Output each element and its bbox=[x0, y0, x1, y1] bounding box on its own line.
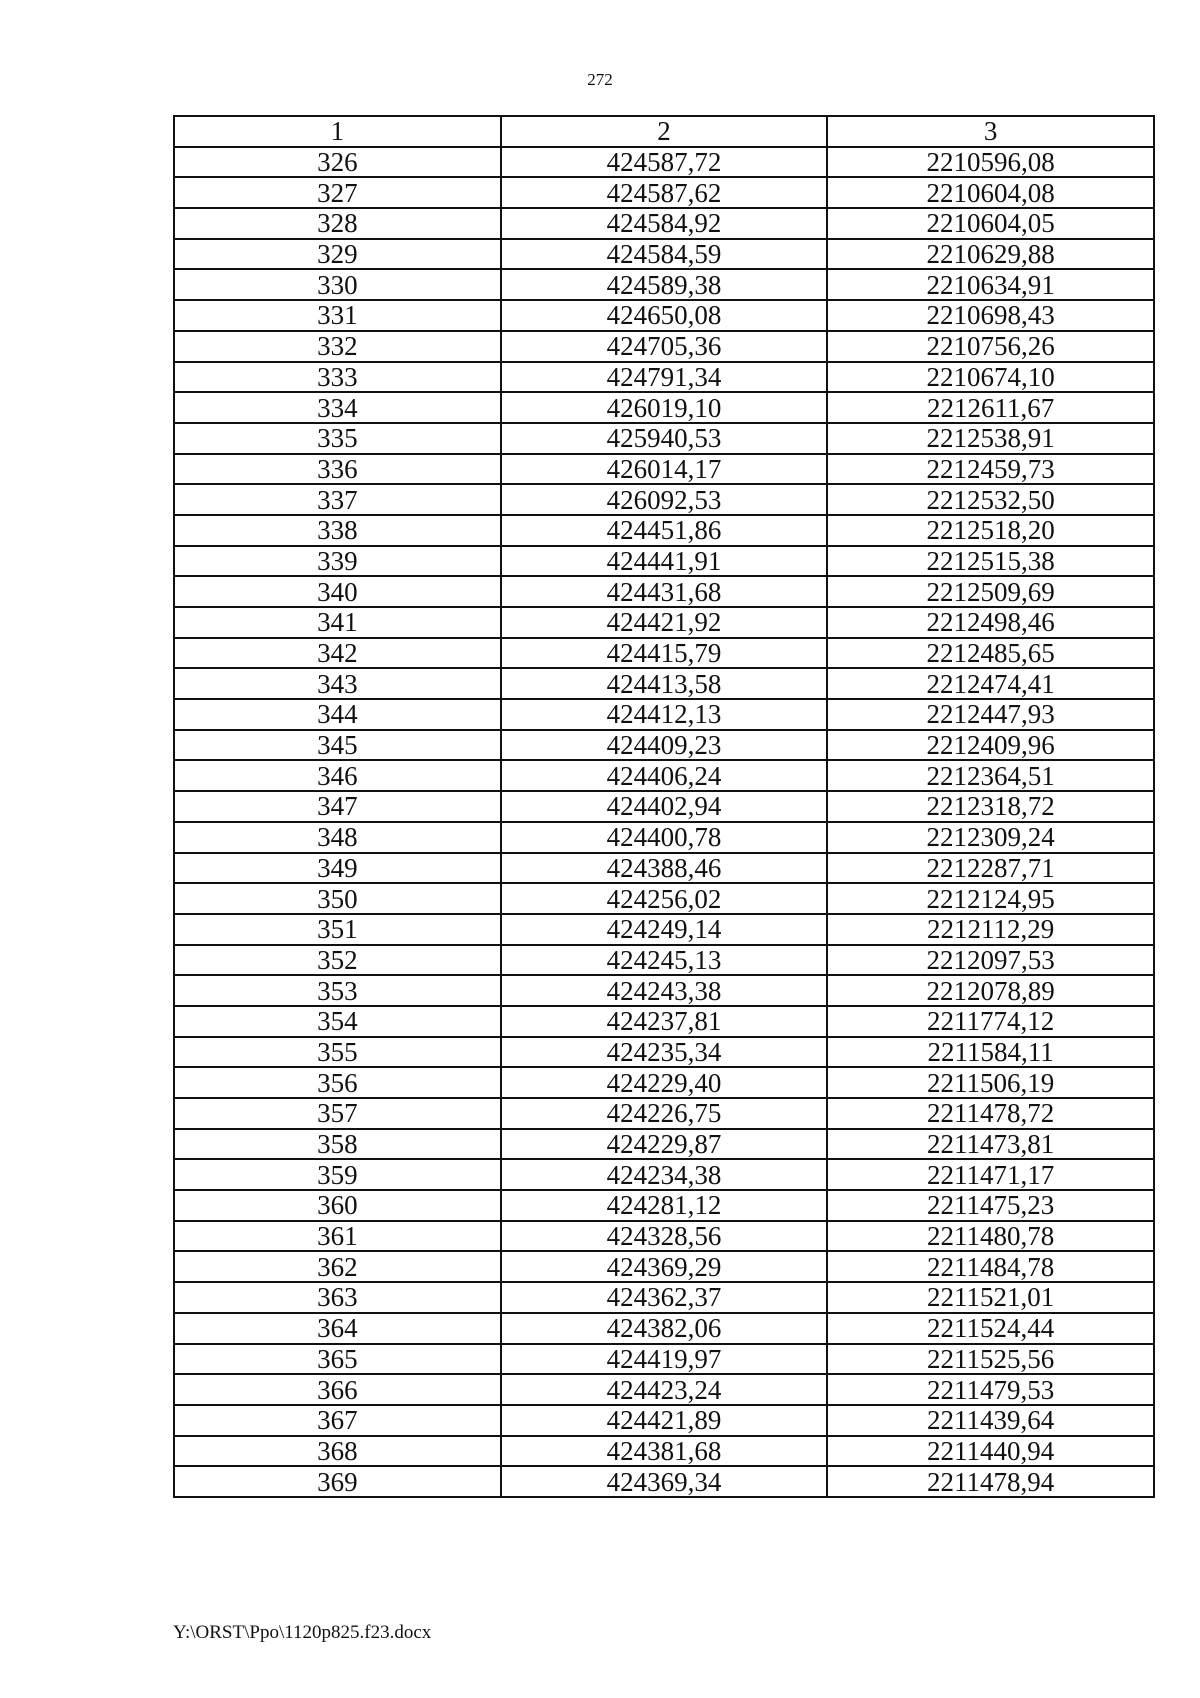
y-coordinate-cell: 2210604,08 bbox=[827, 177, 1154, 208]
table-row bbox=[174, 546, 1154, 577]
table-row bbox=[174, 699, 1154, 730]
point-number-cell: 339 bbox=[174, 546, 501, 577]
table-row bbox=[174, 638, 1154, 669]
table-row bbox=[174, 147, 1154, 178]
table-body bbox=[174, 147, 1154, 1497]
x-coordinate-cell: 424362,37 bbox=[501, 1282, 828, 1313]
point-number-cell: 364 bbox=[174, 1313, 501, 1344]
x-coordinate-cell: 424237,81 bbox=[501, 1006, 828, 1037]
point-number-cell: 341 bbox=[174, 607, 501, 638]
y-coordinate-cell: 2211478,94 bbox=[827, 1466, 1154, 1497]
x-coordinate-cell: 426019,10 bbox=[501, 392, 828, 423]
table-row bbox=[174, 576, 1154, 607]
point-number-cell: 361 bbox=[174, 1221, 501, 1252]
x-coordinate-cell: 424589,38 bbox=[501, 269, 828, 300]
point-number-cell: 348 bbox=[174, 822, 501, 853]
x-coordinate-cell: 424229,40 bbox=[501, 1067, 828, 1098]
y-coordinate-cell: 2212097,53 bbox=[827, 945, 1154, 976]
y-coordinate-cell: 2212518,20 bbox=[827, 515, 1154, 546]
point-number-cell: 349 bbox=[174, 853, 501, 884]
x-coordinate-cell: 424423,24 bbox=[501, 1374, 828, 1405]
y-coordinate-cell: 2210756,26 bbox=[827, 331, 1154, 362]
table-row bbox=[174, 1436, 1154, 1467]
table-row bbox=[174, 760, 1154, 791]
point-number-cell: 351 bbox=[174, 914, 501, 945]
y-coordinate-cell: 2212409,96 bbox=[827, 730, 1154, 761]
table-row bbox=[174, 822, 1154, 853]
y-coordinate-cell: 2210629,88 bbox=[827, 239, 1154, 270]
coordinates-table bbox=[173, 115, 1155, 1498]
y-coordinate-cell: 2211439,64 bbox=[827, 1405, 1154, 1436]
x-coordinate-cell: 424791,34 bbox=[501, 362, 828, 393]
point-number-cell: 338 bbox=[174, 515, 501, 546]
y-coordinate-cell: 2211440,94 bbox=[827, 1436, 1154, 1467]
y-coordinate-cell: 2212318,72 bbox=[827, 791, 1154, 822]
x-coordinate-cell: 424369,34 bbox=[501, 1466, 828, 1497]
x-coordinate-cell: 424249,14 bbox=[501, 914, 828, 945]
point-number-cell: 369 bbox=[174, 1466, 501, 1497]
table-row bbox=[174, 1251, 1154, 1282]
x-coordinate-cell: 424705,36 bbox=[501, 331, 828, 362]
x-coordinate-cell: 424400,78 bbox=[501, 822, 828, 853]
point-number-cell: 329 bbox=[174, 239, 501, 270]
table-row bbox=[174, 392, 1154, 423]
table-row bbox=[174, 423, 1154, 454]
table-row bbox=[174, 1006, 1154, 1037]
y-coordinate-cell: 2211471,17 bbox=[827, 1159, 1154, 1190]
x-coordinate-cell: 426014,17 bbox=[501, 454, 828, 485]
point-number-cell: 356 bbox=[174, 1067, 501, 1098]
y-coordinate-cell: 2211484,78 bbox=[827, 1251, 1154, 1282]
point-number-cell: 368 bbox=[174, 1436, 501, 1467]
point-number-cell: 340 bbox=[174, 576, 501, 607]
table-row bbox=[174, 1282, 1154, 1313]
y-coordinate-cell: 2211774,12 bbox=[827, 1006, 1154, 1037]
table-row bbox=[174, 914, 1154, 945]
x-coordinate-cell: 424451,86 bbox=[501, 515, 828, 546]
x-coordinate-cell: 424402,94 bbox=[501, 791, 828, 822]
point-number-cell: 343 bbox=[174, 668, 501, 699]
x-coordinate-cell: 424584,92 bbox=[501, 208, 828, 239]
y-coordinate-cell: 2212124,95 bbox=[827, 883, 1154, 914]
table-row bbox=[174, 668, 1154, 699]
y-coordinate-cell: 2212287,71 bbox=[827, 853, 1154, 884]
y-coordinate-cell: 2210596,08 bbox=[827, 147, 1154, 178]
y-coordinate-cell: 2210674,10 bbox=[827, 362, 1154, 393]
point-number-cell: 342 bbox=[174, 638, 501, 669]
point-number-cell: 354 bbox=[174, 1006, 501, 1037]
point-number-cell: 330 bbox=[174, 269, 501, 300]
y-coordinate-cell: 2212538,91 bbox=[827, 423, 1154, 454]
x-coordinate-cell: 424431,68 bbox=[501, 576, 828, 607]
x-coordinate-cell: 424382,06 bbox=[501, 1313, 828, 1344]
x-coordinate-cell: 424587,72 bbox=[501, 147, 828, 178]
table-row bbox=[174, 177, 1154, 208]
point-number-cell: 347 bbox=[174, 791, 501, 822]
table-row bbox=[174, 484, 1154, 515]
y-coordinate-cell: 2211479,53 bbox=[827, 1374, 1154, 1405]
table-row bbox=[174, 945, 1154, 976]
table-row bbox=[174, 1466, 1154, 1497]
y-coordinate-cell: 2211524,44 bbox=[827, 1313, 1154, 1344]
x-coordinate-cell: 424409,23 bbox=[501, 730, 828, 761]
point-number-cell: 336 bbox=[174, 454, 501, 485]
x-coordinate-cell: 424584,59 bbox=[501, 239, 828, 270]
point-number-cell: 334 bbox=[174, 392, 501, 423]
point-number-cell: 352 bbox=[174, 945, 501, 976]
point-number-cell: 346 bbox=[174, 760, 501, 791]
table-row bbox=[174, 1221, 1154, 1252]
point-number-cell: 366 bbox=[174, 1374, 501, 1405]
y-coordinate-cell: 2210698,43 bbox=[827, 300, 1154, 331]
header-col-2: 2 bbox=[501, 116, 828, 147]
table-row bbox=[174, 883, 1154, 914]
y-coordinate-cell: 2212532,50 bbox=[827, 484, 1154, 515]
x-coordinate-cell: 424587,62 bbox=[501, 177, 828, 208]
y-coordinate-cell: 2212485,65 bbox=[827, 638, 1154, 669]
x-coordinate-cell: 424412,13 bbox=[501, 699, 828, 730]
table-row bbox=[174, 975, 1154, 1006]
x-coordinate-cell: 424369,29 bbox=[501, 1251, 828, 1282]
table-row bbox=[174, 208, 1154, 239]
x-coordinate-cell: 424256,02 bbox=[501, 883, 828, 914]
y-coordinate-cell: 2211506,19 bbox=[827, 1067, 1154, 1098]
y-coordinate-cell: 2210634,91 bbox=[827, 269, 1154, 300]
y-coordinate-cell: 2211478,72 bbox=[827, 1098, 1154, 1129]
x-coordinate-cell: 424419,97 bbox=[501, 1344, 828, 1375]
y-coordinate-cell: 2212509,69 bbox=[827, 576, 1154, 607]
y-coordinate-cell: 2211475,23 bbox=[827, 1190, 1154, 1221]
table-row bbox=[174, 515, 1154, 546]
point-number-cell: 359 bbox=[174, 1159, 501, 1190]
x-coordinate-cell: 425940,53 bbox=[501, 423, 828, 454]
point-number-cell: 363 bbox=[174, 1282, 501, 1313]
table-row bbox=[174, 1159, 1154, 1190]
table-row bbox=[174, 269, 1154, 300]
header-col-3: 3 bbox=[827, 116, 1154, 147]
x-coordinate-cell: 424281,12 bbox=[501, 1190, 828, 1221]
point-number-cell: 357 bbox=[174, 1098, 501, 1129]
point-number-cell: 367 bbox=[174, 1405, 501, 1436]
table-header bbox=[174, 116, 1154, 147]
table-row bbox=[174, 1067, 1154, 1098]
table-row bbox=[174, 853, 1154, 884]
table-row bbox=[174, 730, 1154, 761]
y-coordinate-cell: 2211584,11 bbox=[827, 1037, 1154, 1068]
x-coordinate-cell: 424441,91 bbox=[501, 546, 828, 577]
y-coordinate-cell: 2212498,46 bbox=[827, 607, 1154, 638]
y-coordinate-cell: 2212515,38 bbox=[827, 546, 1154, 577]
x-coordinate-cell: 424421,92 bbox=[501, 607, 828, 638]
point-number-cell: 353 bbox=[174, 975, 501, 1006]
table-row bbox=[174, 454, 1154, 485]
x-coordinate-cell: 424415,79 bbox=[501, 638, 828, 669]
y-coordinate-cell: 2212474,41 bbox=[827, 668, 1154, 699]
y-coordinate-cell: 2212459,73 bbox=[827, 454, 1154, 485]
point-number-cell: 362 bbox=[174, 1251, 501, 1282]
footer-file-path: Y:\ORST\Ppo\1120p825.f23.docx bbox=[173, 1622, 432, 1643]
point-number-cell: 331 bbox=[174, 300, 501, 331]
table-row bbox=[174, 1037, 1154, 1068]
table-row bbox=[174, 1374, 1154, 1405]
table-row bbox=[174, 362, 1154, 393]
table-row bbox=[174, 331, 1154, 362]
point-number-cell: 335 bbox=[174, 423, 501, 454]
y-coordinate-cell: 2212611,67 bbox=[827, 392, 1154, 423]
table-row bbox=[174, 239, 1154, 270]
point-number-cell: 358 bbox=[174, 1129, 501, 1160]
table-row bbox=[174, 791, 1154, 822]
x-coordinate-cell: 424243,38 bbox=[501, 975, 828, 1006]
x-coordinate-cell: 424381,68 bbox=[501, 1436, 828, 1467]
y-coordinate-cell: 2212309,24 bbox=[827, 822, 1154, 853]
x-coordinate-cell: 424388,46 bbox=[501, 853, 828, 884]
point-number-cell: 333 bbox=[174, 362, 501, 393]
point-number-cell: 332 bbox=[174, 331, 501, 362]
x-coordinate-cell: 424226,75 bbox=[501, 1098, 828, 1129]
table-row bbox=[174, 607, 1154, 638]
table-header-row bbox=[174, 116, 1154, 147]
x-coordinate-cell: 424328,56 bbox=[501, 1221, 828, 1252]
x-coordinate-cell: 424650,08 bbox=[501, 300, 828, 331]
y-coordinate-cell: 2212112,29 bbox=[827, 914, 1154, 945]
y-coordinate-cell: 2212447,93 bbox=[827, 699, 1154, 730]
point-number-cell: 345 bbox=[174, 730, 501, 761]
y-coordinate-cell: 2211525,56 bbox=[827, 1344, 1154, 1375]
point-number-cell: 350 bbox=[174, 883, 501, 914]
y-coordinate-cell: 2212364,51 bbox=[827, 760, 1154, 791]
point-number-cell: 337 bbox=[174, 484, 501, 515]
y-coordinate-cell: 2211480,78 bbox=[827, 1221, 1154, 1252]
point-number-cell: 328 bbox=[174, 208, 501, 239]
table-row bbox=[174, 1129, 1154, 1160]
y-coordinate-cell: 2211521,01 bbox=[827, 1282, 1154, 1313]
y-coordinate-cell: 2210604,05 bbox=[827, 208, 1154, 239]
x-coordinate-cell: 424229,87 bbox=[501, 1129, 828, 1160]
table-row bbox=[174, 1190, 1154, 1221]
x-coordinate-cell: 424413,58 bbox=[501, 668, 828, 699]
x-coordinate-cell: 424235,34 bbox=[501, 1037, 828, 1068]
point-number-cell: 327 bbox=[174, 177, 501, 208]
y-coordinate-cell: 2211473,81 bbox=[827, 1129, 1154, 1160]
y-coordinate-cell: 2212078,89 bbox=[827, 975, 1154, 1006]
x-coordinate-cell: 424234,38 bbox=[501, 1159, 828, 1190]
point-number-cell: 326 bbox=[174, 147, 501, 178]
table-row bbox=[174, 1405, 1154, 1436]
point-number-cell: 344 bbox=[174, 699, 501, 730]
point-number-cell: 360 bbox=[174, 1190, 501, 1221]
point-number-cell: 355 bbox=[174, 1037, 501, 1068]
table-row bbox=[174, 1344, 1154, 1375]
page-number: 272 bbox=[587, 70, 613, 89]
header-col-1: 1 bbox=[174, 116, 501, 147]
x-coordinate-cell: 424245,13 bbox=[501, 945, 828, 976]
x-coordinate-cell: 426092,53 bbox=[501, 484, 828, 515]
table-row bbox=[174, 300, 1154, 331]
table-row bbox=[174, 1313, 1154, 1344]
x-coordinate-cell: 424406,24 bbox=[501, 760, 828, 791]
table-row bbox=[174, 1098, 1154, 1129]
point-number-cell: 365 bbox=[174, 1344, 501, 1375]
x-coordinate-cell: 424421,89 bbox=[501, 1405, 828, 1436]
